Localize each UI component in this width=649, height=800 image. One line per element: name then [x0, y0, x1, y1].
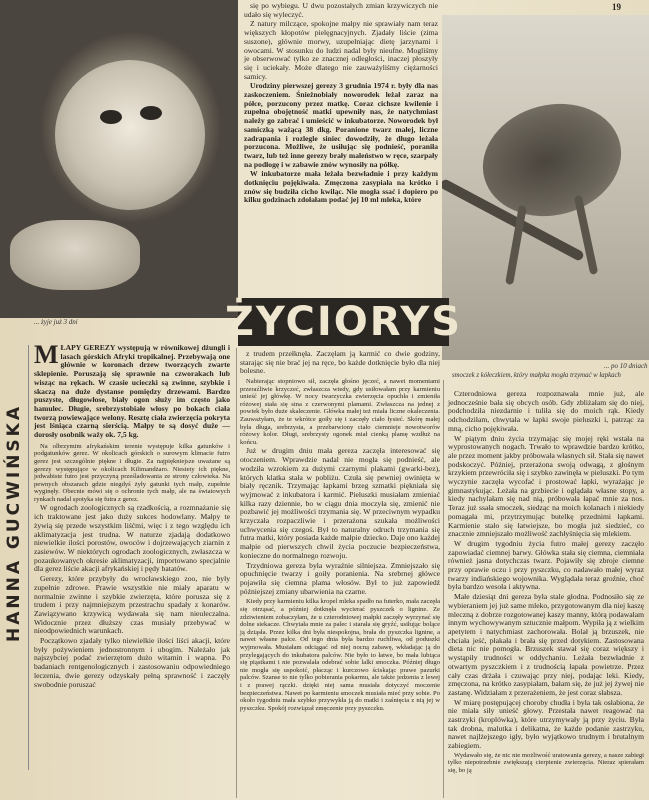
- paragraph: Małe dziesiąt dni gereza była stale głodna. Podnosiło się ze wybieraniem jej już same mleko, przygotowanym dla niej kaszę mleczną z dobrze rozgotowanej kaszy manny, którą podawałam innym wychowywanym sztucznie małpom. Wypiła ją z wielkim apetytem i natychmiast zachorowała. Bolał ją brzuszek, nie chciała jeść, płakała i brała się przed dotykiem. Zastosowana dieta nic nie pomogła. Brzuszek stawał się coraz większy i wystąpiły trudności w oddychaniu. Leżała bezwładnie z otwartym pyszczkiem i z trudnością łapała powietrze. Przez cały czas drżała i czuwając przy niej, podając leki. Kiedy, zmęczona, na krótko zasypiałam, bałam się, że już jej żywej nie zastanę. Widziałam z przerażeniem, że jest coraz słabsza.: [448, 592, 644, 697]
- author-byline: [2, 345, 26, 700]
- inset-paragraph: Kiedy przy karmieniu kilka kropel mleka spadło na futerko, mała zaczęła się otrząsać, a później dotknęła wycierać pyszczek o lignine. Ze zdziwieniem zobaczyłam, że u czterodniowej małpki zaczęły wyrzynać się dolne siekacze. Chwytała mnie za palec i starała się gryźć, usiłując bolące ją dziąsła. Przez kilka dni była niespokojna, brała do pyszczka lignine, a nawet własne palce. Od tego dnia była bardzo ruchliwa, od poduszki wyjmowała. Musiałam odciągać od niej nocną zabawę, wkładając ją do przylegających do inkubatora palców. Nie było to łatwe, bo mała lubiąca się piąstkami i nie pozwalała odebrać sobie lalki smoczka. Później długo nie mogła się uspokoić, płacząc i kurczowo ściskając prawe pazurki palców. Szanse to nie tylko pobierania pokarmu, ale także jedzenia z lewej i z prawej rączki. dzięki niej sama musiała dotyczyć moczenie bezpieczeństwa. Nawet po karmieniu smoczek musiała mieć przy sobie. Po około tygodniu mała szybko przywykła ją do matki i zaśnięcia z nią jej w pyszczku. Spokój rozwiązał zmęczenie przy pyszczku.: [240, 598, 440, 712]
- author-name: HANNA GUCWIŃSKA: [4, 403, 24, 642]
- inset-paragraph: Na olbrzymim afrykańskim terenie występuje kilka gatunków i podgatunków gerez. W okolicach górskich o surowym klimacie futro gerez jest szczególnie piękne i długie. Za najpiękniejsze uważane są gerezy występujące w okolicach Kilimandżaro. Niestety ich piękne, jedwabiste futro jest przyczyną prześladowania ze strony człowieka. Na pewnych obszarach gdzie niegdyś żyły gatunki tych małp, zupełnie wyginęły. Obecnie mówi się o ochronie tych małp, ale na światowych rynkach nadal spotyka się futra z gerez.: [34, 442, 230, 503]
- inset-paragraph: Nabierając stopniowo sił, zaczęła głośno jęczeć, a nawet momentami przeraźliwie krzyczeć, zwłaszcza wtedy, gdy usiłowałam przy karmieniu unieść jej główkę. W nocy twarzyczka zwierzęcia opuchła i zmieniła różowej stała się sina z czerwonymi plamami. Zwłaszcza na jednej z powiek było duże skaleczenie. Główka małej też miała liczne okaleczenia. Zauważyłam, że te wkrótce goiły się i zaczęły ciało łysieć. Skórę małej była długa, srebrzysta, a przebarwiony ciało ciemnieje nowotworów różowy kolor. Długi, srebrzysty ogonek miał cienką plamę wzdłuż na końcu.: [240, 378, 440, 446]
- monkey-leg: [574, 195, 598, 275]
- paragraph: Urodziny pierwszej gerezy 3 grudnia 1974 r. były dla nas zaskoczeniem. Śnieżnobiały noworodek leżał zaraz na półce, porzucony przez matkę. Coraz cichsze kwilenie i zupełna obojętność matki upewniły nas, że natychmiast należy go zabrać i umieścić w inkubatorze. Noworodek był samiczką ważącą 38 dkg. Poranione twarz małej, liczne zadrapania i rozlegle siniec dowodziły, że długo leżała porzucona. Możliwe, że usiłując się podnieść, poraniła twarz, lub też inne gerezy brały maleństwo w ręce, szarpały na podłogę i w zabawie znów wynosiły na półkę.: [244, 81, 438, 169]
- lead-text: ŁAPY GEREZY występują w równikowej dżungli i lasach górskich Afryki tropikalnej. Przebywają one głównie w koronach drzew tworzących zwarte sklepienie. Poruszają się sprawnie na czworakach lub wisząc na rękach. W czasie ucieczki są zwinne, szybkie i skaczą na duże dystanse pomiędzy drzewami. Bardzo puszyste, długowłose, biały ogon służy im często jako hamulec. Długie, srebrzystobiałe włosy po bokach ciała tworzą powiewające welony. Resztę ciała zwierzęcia pokryta jest lśniąca czarną sierścią. Małpy te są dosyć duże — dorosły osobnik waży ok. 7,5 kg.: [34, 343, 230, 440]
- photo-young-monkey: [442, 15, 649, 360]
- inset-paragraph: Wydawało się, że nic nie możliwość uratowania gerezy, a nasze zabiegi tylko niepotrzebnie zwiększają cierpienie zwierzęcia. Nieraz spierałam się, bo ją: [448, 751, 644, 775]
- paragraph: W drugim tygodniu życia futro małej gerezy zaczęło zapowiadać ciemnej barwy. Główka stała się ciemna, ciemniała również jasna dotychczas twarz. Pojawiły się zbroje ciemne przy oprawie oczu i przy pyszczku, co nadawało małej wyraz twarzy indiańskiego wojownika. Wyglądała teraz groźnie, choć była bardzo wesoła i aktywna.: [448, 538, 644, 592]
- caption-right-photo: ... po 10 dniach: [604, 362, 648, 370]
- paragraph: W piątym dniu życia trzymając się mojej ręki wstała na wyprostowanych nogach. Trwało to wprawdzie bardzo krótko, ale przez moment jakby próbowała własnych sił. Stała się nawet podskoczyć. Później, przerażona swoją odwagą, z głośnym krzykiem przewróciła się i szybko zawinęła w pieluszki. Po tym wyczynie zaczęła wycofać i prostować łapki, wyrażając je gimnastykując. Leżała na grzbiecie i oglądała własne stopy, a kiedy nachylałam się nad nią, próbowała łapać mnie za nos. Teraz już ssała smoczek, siedząc na moich kolanach i niekiedy pomagała mi, przytrzymując butelkę przednimi łapkami. Karmienie stało się łatwiejsze, bo mogła już siedzieć, co znacznie zmniejszało możliwość zachłyśnięcia się mlekiem.: [448, 433, 644, 539]
- paragraph: z trudem przełknęła. Zaczęłam ją karmić co dwie godziny, starając się nie brać jej na ręce, bo każde dotknięcie było dla niej bolesne.: [240, 349, 440, 376]
- drop-cap: M: [34, 340, 59, 369]
- paragraph: się po wybiegu. U dwu pozostałych zmian krzywiczych nie udało się wyleczyć.: [244, 1, 438, 19]
- lead-paragraph: [34, 340, 230, 440]
- paragraph: W inkubatorze mała leżała bezwładnie i przy każdym dotknięciu pojękiwała. Zmęczona zasypiała na krótko i znów się budziła cicho kwiląc. Nie mogła ssać i dopiero po kilku godzinach zdołałam podać jej 10 ml mleka, które: [244, 169, 438, 205]
- page-marker: 19: [612, 2, 621, 12]
- article-column-right: [448, 390, 644, 776]
- paragraph: W miarę postępującej choroby chudła i była tak osłabiona, że nie miała siły unieść głowy. Przestała nawet reagować na zastrzyki (kroplówka), które utrzymywały ją przy życiu. Była tak drobna, malutka i delikatna, że każde podanie zastrzyku, nawet najlżejszego igły, było wyjątkowo trudnym i brutalnym zabiegiem.: [448, 697, 644, 751]
- article-column-left: [34, 340, 230, 690]
- paragraph: Z natury milczące, spokojne małpy nie sprawiały nam teraz większych kłopotów pielęgnacyjnych. Zjadały liście (zima suszone), głównie morwy, uzupełniając dietę jarzynami i owocami. W stosunku do ludzi nadal były nieufne. Mogliśmy je obserwować tylko ze znacznej odległości, inaczej płoszyły się i uciekały. Może dlatego nie zauważyliśmy ciężarności samicy.: [244, 19, 438, 81]
- paragraph: Już w drugim dniu mała gereza zaczęła interesować się otoczeniem. Wprawdzie nadal nie mogła się podnieść, ale wodziła wzrokiem za dużymi czarnymi plakami (gwarki-bez), których klatka stała w pobliżu. Czuła się pewniej owinięta w biały ręcznik. Trzymając łapkami brzeg szmatki piękniała się wyjmować z inkubatora i karmić. Pieluszki musiałam zmieniać kilka razy dziennie, bo w ciągu dnia moczyła się, zmienić nie pozbawić jej możliwości trzymania się. W przeciwnym wypadku krzyczała rozpaczliwie i przerażona szukała możliwości uchwycenia się czegoś. Był to naturalny odruch trzymania się futra matki, który posiada każde małpie dziecko. Daje ono każdej małpie od pierwszych chwil życia poczucie bezpieczeństwa, konieczne do normalnego rozwoju.: [240, 446, 440, 560]
- monkey-face: [55, 60, 205, 210]
- title-banner: [224, 298, 463, 346]
- paragraph: Trzydniowa gereza była wyraźnie silniejsza. Zmniejszało się opuchnięcie twarzy i goiły poranienia. Na srebrnej główce pojawiła się ciemna plama włosów. Był to już zapowiedź późniejszej zmiany ubarwienia na czarne.: [240, 560, 440, 596]
- monkey-eye-left: [100, 110, 122, 124]
- caption-right-photo-2: smoczek z kółeczkiem, który małpka mogła trzymać w łapkach: [452, 372, 621, 379]
- photo-newborn-monkey: [0, 0, 238, 318]
- human-hand: [10, 220, 140, 290]
- article-column-top: [244, 2, 438, 206]
- column-divider: [236, 348, 237, 798]
- caption-left-photo: ... żyje już 3 dni: [34, 318, 78, 326]
- paragraph: Gerezy, które przybyły do wrocławskiego zoo, nie były zupełnie zdrowe. Prawie wszystkie nie miały aparatu w normalnie zwinne i szybkie zwierzęta, które porusza się z trudem i przy najmniejszym przestrachu spadały z konarów. Zawiązywano krzywicą wydawała się nam nieuleczalna. Widocznie przez dłuższy czas musiały przebywać w nieodpowiednich warunkach.: [34, 574, 230, 636]
- article-title: ŻYCIORYS: [224, 299, 463, 345]
- monkey-eye-right: [140, 106, 162, 120]
- paragraph: Początkowo zjadały tylko niewielkie ilości liści akacji, które były pożywieniem jednostronnym i ubogim. Należało jak najszybciej podać zwierzętom dużo witamin i wapna. Po badaniach rentgenologicznych i zastosowaniu odpowiedniego leczenia, dwie gerezy odzyskały pełną sprawność i zaczęły swobodnie poruszać: [34, 636, 230, 689]
- column-divider: [443, 380, 444, 798]
- paragraph: Czterodniowa gereza rozpoznawała mnie już, ale jednocześnie bała się obcych osób. Gdy zbliżałam się do niej, podchodziła niezdarnie i tuliła się do moich rąk. Kiedy odchodziłam, chwytała w łapki swoje pieluszki i, patrząc za mną, cicho pojękiwała.: [448, 389, 644, 433]
- divider: [28, 345, 29, 770]
- article-column-middle: [240, 350, 440, 713]
- paragraph: W ogrodach zoologicznych są rzadkością, a rozmnażanie się ich traktowane jest jako duży sukces hodowlany. Małpy te żywią się przede wszystkim liśćmi, więc i z tego względu ich aklimatyzacja jest trudna. W naturze zjadają dodatkowo niewielkie ilości porostów, owoców i dojrzewających ziarnin z zasiewów. W niektórych ogrodach zoologicznych, zwłaszcza w pozaukowanych okresie aklimatyzacji, importowano specjalnie dla gerez liście akacji afrykańskiej i pędy batatów.: [34, 503, 230, 574]
